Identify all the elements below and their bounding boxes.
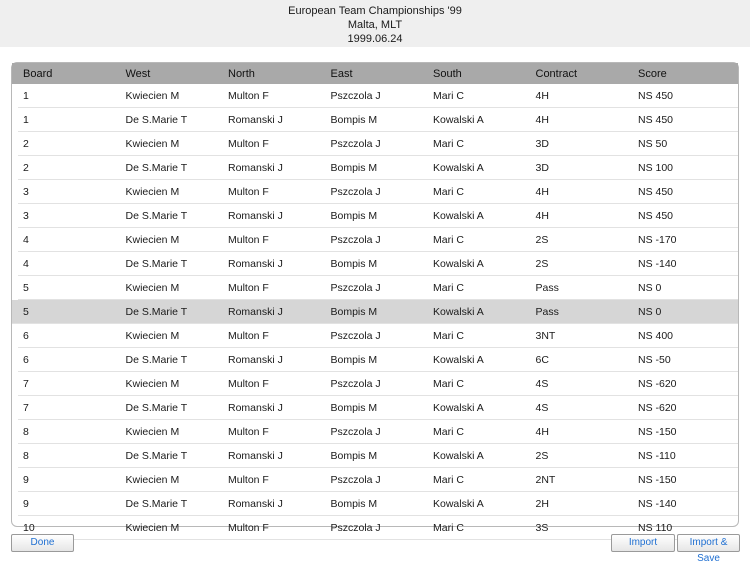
- table-row[interactable]: [18, 156, 738, 180]
- contract-cell: Pass: [535, 305, 559, 318]
- west-cell: De S.Marie T: [125, 401, 188, 414]
- east-cell: Bompis M: [330, 209, 378, 222]
- south-cell: Mari C: [433, 425, 464, 438]
- contract-cell: 2S: [535, 257, 549, 270]
- event-title: European Team Championships '99: [288, 5, 462, 17]
- score-cell: NS 0: [638, 281, 662, 294]
- score-cell: NS -150: [638, 425, 677, 438]
- table-row[interactable]: [18, 348, 738, 372]
- table-row[interactable]: [18, 420, 738, 444]
- board-cell: 8: [23, 449, 29, 462]
- column-header-east[interactable]: East: [330, 67, 353, 80]
- west-cell: Kwiecien M: [125, 521, 180, 534]
- contract-cell: 4H: [535, 209, 549, 222]
- board-cell: 6: [23, 329, 29, 342]
- east-cell: Bompis M: [330, 353, 378, 366]
- score-cell: NS -110: [638, 449, 676, 462]
- north-cell: Romanski J: [228, 161, 283, 174]
- table-row[interactable]: [18, 132, 738, 156]
- south-cell: Kowalski A: [433, 209, 484, 222]
- south-cell: Mari C: [433, 473, 464, 486]
- west-cell: Kwiecien M: [125, 329, 180, 342]
- table-row[interactable]: [18, 84, 738, 108]
- east-cell: Pszczola J: [330, 233, 381, 246]
- table-row[interactable]: [18, 276, 738, 300]
- column-header-south[interactable]: South: [433, 67, 462, 80]
- score-cell: NS -170: [638, 233, 677, 246]
- contract-cell: 4H: [535, 89, 549, 102]
- north-cell: Romanski J: [228, 353, 283, 366]
- south-cell: Mari C: [433, 185, 464, 198]
- west-cell: De S.Marie T: [125, 257, 188, 270]
- board-cell: 4: [23, 257, 29, 270]
- south-cell: Kowalski A: [433, 353, 484, 366]
- board-cell: 1: [23, 89, 29, 102]
- east-cell: Pszczola J: [330, 281, 381, 294]
- column-header-board[interactable]: Board: [23, 67, 53, 80]
- score-cell: NS -140: [638, 257, 677, 270]
- contract-cell: 3S: [535, 521, 549, 534]
- event-header: [0, 0, 750, 47]
- score-cell: NS 450: [638, 209, 674, 222]
- south-cell: Kowalski A: [433, 401, 484, 414]
- west-cell: De S.Marie T: [125, 161, 188, 174]
- column-header-west[interactable]: West: [125, 67, 151, 80]
- north-cell: Romanski J: [228, 401, 283, 414]
- west-cell: De S.Marie T: [125, 353, 188, 366]
- south-cell: Kowalski A: [433, 161, 484, 174]
- table-row[interactable]: [18, 228, 738, 252]
- east-cell: Pszczola J: [330, 89, 381, 102]
- south-cell: Kowalski A: [433, 113, 484, 126]
- north-cell: Romanski J: [228, 449, 283, 462]
- board-cell: 2: [23, 161, 29, 174]
- score-cell: NS 110: [638, 521, 673, 534]
- east-cell: Bompis M: [330, 497, 378, 510]
- west-cell: Kwiecien M: [125, 137, 180, 150]
- east-cell: Pszczola J: [330, 329, 381, 342]
- table-row[interactable]: [18, 372, 738, 396]
- score-cell: NS 400: [638, 329, 674, 342]
- south-cell: Mari C: [433, 521, 464, 534]
- east-cell: Bompis M: [330, 449, 378, 462]
- west-cell: Kwiecien M: [125, 425, 180, 438]
- north-cell: Multon F: [228, 233, 269, 246]
- west-cell: Kwiecien M: [125, 89, 180, 102]
- board-cell: 4: [23, 233, 29, 246]
- east-cell: Bompis M: [330, 257, 378, 270]
- contract-cell: 4H: [535, 185, 549, 198]
- table-row[interactable]: [12, 300, 738, 324]
- board-cell: 3: [23, 209, 29, 222]
- score-cell: NS -150: [638, 473, 677, 486]
- score-cell: NS -620: [638, 401, 677, 414]
- column-header-score[interactable]: Score: [638, 67, 667, 80]
- south-cell: Mari C: [433, 281, 464, 294]
- column-header-contract[interactable]: Contract: [535, 67, 578, 80]
- contract-cell: 2S: [535, 449, 549, 462]
- contract-cell: Pass: [535, 281, 559, 294]
- score-cell: NS 450: [638, 89, 674, 102]
- table-row[interactable]: [18, 396, 738, 420]
- north-cell: Romanski J: [228, 209, 283, 222]
- score-cell: NS 0: [638, 305, 662, 318]
- north-cell: Multon F: [228, 185, 269, 198]
- board-cell: 9: [23, 473, 29, 486]
- north-cell: Romanski J: [228, 113, 283, 126]
- south-cell: Mari C: [433, 329, 464, 342]
- west-cell: De S.Marie T: [125, 209, 188, 222]
- north-cell: Multon F: [228, 377, 269, 390]
- column-header-north[interactable]: North: [228, 67, 255, 80]
- contract-cell: 3D: [535, 137, 549, 150]
- score-cell: NS -620: [638, 377, 677, 390]
- board-cell: 8: [23, 425, 29, 438]
- results-table: [11, 62, 739, 534]
- contract-cell: 2H: [535, 497, 549, 510]
- north-cell: Multon F: [228, 425, 269, 438]
- east-cell: Pszczola J: [330, 521, 381, 534]
- north-cell: Multon F: [228, 521, 269, 534]
- north-cell: Multon F: [228, 89, 269, 102]
- south-cell: Kowalski A: [433, 449, 484, 462]
- north-cell: Multon F: [228, 473, 269, 486]
- east-cell: Pszczola J: [330, 137, 381, 150]
- west-cell: De S.Marie T: [125, 113, 188, 126]
- west-cell: Kwiecien M: [125, 281, 180, 294]
- west-cell: De S.Marie T: [125, 497, 188, 510]
- contract-cell: 4H: [535, 425, 549, 438]
- contract-cell: 4S: [535, 401, 549, 414]
- west-cell: De S.Marie T: [125, 305, 188, 318]
- table-row[interactable]: [18, 180, 738, 204]
- north-cell: Romanski J: [228, 305, 283, 318]
- event-date: 1999.06.24: [347, 33, 403, 45]
- west-cell: Kwiecien M: [125, 473, 180, 486]
- east-cell: Bompis M: [330, 305, 378, 318]
- import-save-button[interactable]: Import & Save: [677, 534, 740, 552]
- south-cell: Mari C: [433, 137, 464, 150]
- table-row[interactable]: [18, 324, 738, 348]
- east-cell: Bompis M: [330, 161, 378, 174]
- west-cell: Kwiecien M: [125, 185, 180, 198]
- score-cell: NS 450: [638, 113, 674, 126]
- south-cell: Kowalski A: [433, 257, 484, 270]
- table-row[interactable]: [18, 492, 738, 516]
- south-cell: Kowalski A: [433, 497, 484, 510]
- west-cell: Kwiecien M: [125, 377, 180, 390]
- score-cell: NS 100: [638, 161, 674, 174]
- north-cell: Romanski J: [228, 497, 283, 510]
- east-cell: Bompis M: [330, 113, 378, 126]
- table-body[interactable]: [12, 84, 738, 534]
- table-row[interactable]: [18, 252, 738, 276]
- board-cell: 7: [23, 377, 29, 390]
- east-cell: Pszczola J: [330, 377, 381, 390]
- south-cell: Mari C: [433, 233, 464, 246]
- table-row[interactable]: [18, 108, 738, 132]
- south-cell: Mari C: [433, 377, 464, 390]
- done-button[interactable]: Done: [11, 534, 74, 552]
- contract-cell: 3D: [535, 161, 549, 174]
- board-cell: 10: [23, 521, 35, 534]
- contract-cell: 4S: [535, 377, 549, 390]
- east-cell: Pszczola J: [330, 185, 381, 198]
- east-cell: Pszczola J: [330, 473, 381, 486]
- table-header-row: [12, 63, 738, 84]
- north-cell: Multon F: [228, 329, 269, 342]
- east-cell: Bompis M: [330, 401, 378, 414]
- board-cell: 9: [23, 497, 29, 510]
- board-cell: 5: [23, 281, 29, 294]
- table-row[interactable]: [18, 468, 738, 492]
- contract-cell: 3NT: [535, 329, 556, 342]
- board-cell: 7: [23, 401, 29, 414]
- table-row[interactable]: [18, 444, 738, 468]
- north-cell: Romanski J: [228, 257, 283, 270]
- board-cell: 1: [23, 113, 29, 126]
- contract-cell: 2S: [535, 233, 549, 246]
- table-row[interactable]: [18, 204, 738, 228]
- contract-cell: 6C: [535, 353, 549, 366]
- board-cell: 3: [23, 185, 29, 198]
- event-location: Malta, MLT: [347, 19, 403, 31]
- west-cell: Kwiecien M: [125, 233, 180, 246]
- score-cell: NS 50: [638, 137, 668, 150]
- north-cell: Multon F: [228, 137, 269, 150]
- score-cell: NS -140: [638, 497, 677, 510]
- score-cell: NS -50: [638, 353, 671, 366]
- contract-cell: 4H: [535, 113, 549, 126]
- score-cell: NS 450: [638, 185, 674, 198]
- south-cell: Kowalski A: [433, 305, 484, 318]
- contract-cell: 2NT: [535, 473, 556, 486]
- import-button[interactable]: Import: [611, 534, 675, 552]
- west-cell: De S.Marie T: [125, 449, 188, 462]
- south-cell: Mari C: [433, 89, 464, 102]
- board-cell: 6: [23, 353, 29, 366]
- east-cell: Pszczola J: [330, 425, 381, 438]
- north-cell: Multon F: [228, 281, 269, 294]
- board-cell: 5: [23, 305, 29, 318]
- board-cell: 2: [23, 137, 29, 150]
